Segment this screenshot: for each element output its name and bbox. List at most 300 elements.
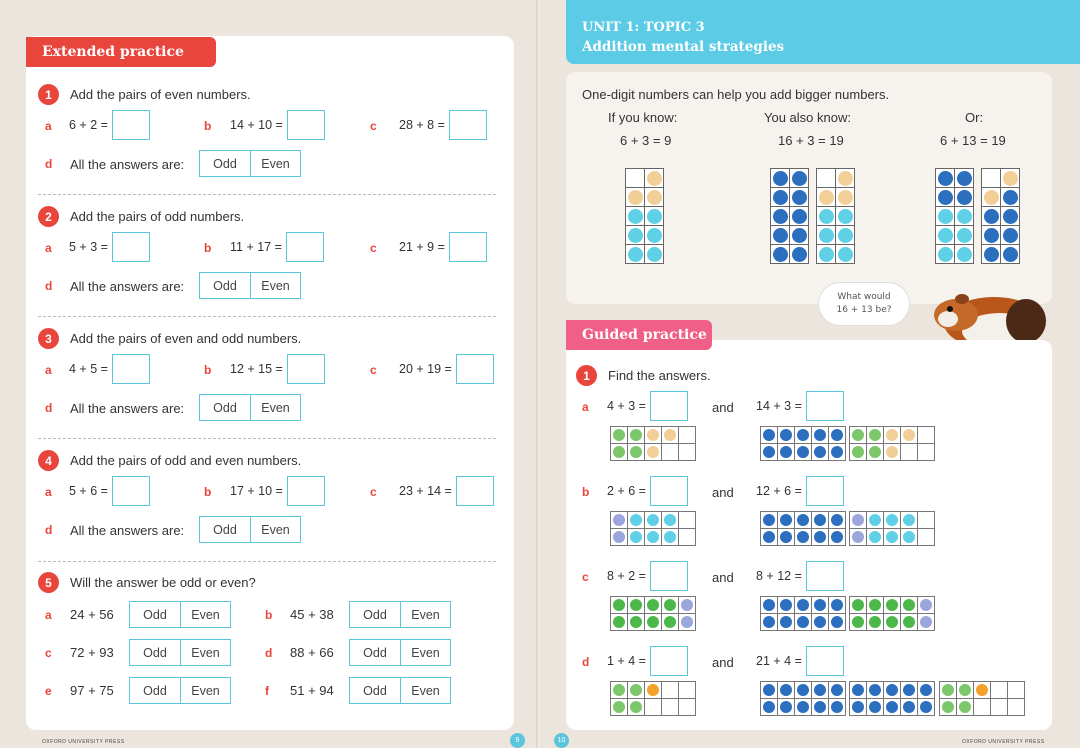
counter-cell (771, 226, 790, 245)
counter-icon (628, 209, 643, 224)
counter-cell (790, 207, 809, 226)
counter-icon (1003, 171, 1018, 186)
answer-box[interactable] (650, 391, 688, 421)
answer-box[interactable] (806, 561, 844, 591)
odd-even-choice (129, 639, 231, 666)
counter-cell (1008, 682, 1025, 699)
expression: 24 + 56 (70, 607, 114, 622)
banner-title: Guided practice (582, 327, 707, 343)
ten-frame-six-plus-three (625, 168, 664, 264)
counter-cell (829, 427, 846, 444)
ten-frame-six-plus-three (816, 168, 855, 264)
counter-cell (679, 682, 696, 699)
counter-icon (763, 429, 775, 441)
answer-box[interactable] (806, 646, 844, 676)
odd-even-choice (129, 677, 231, 704)
counter-icon (819, 190, 834, 205)
odd-even-choice (199, 394, 301, 421)
counter-icon (886, 599, 898, 611)
counter-cell (795, 682, 812, 699)
expression: 5 + 3 = (69, 240, 108, 254)
column-heading: Or: (965, 110, 984, 125)
answer-box[interactable] (112, 476, 150, 506)
counter-cell (761, 682, 778, 699)
q1b (230, 110, 325, 140)
expression: 14 + 10 = (230, 118, 283, 132)
q4c (399, 476, 494, 506)
equation: 6 + 13 = 19 (940, 133, 1006, 148)
counter-icon (886, 701, 898, 713)
counter-cell (901, 529, 918, 546)
counter-cell (918, 699, 935, 716)
odd-option[interactable]: Odd (213, 522, 237, 537)
counter-icon (814, 616, 826, 628)
odd-option[interactable]: Odd (143, 645, 167, 660)
even-option[interactable]: Even (400, 640, 450, 665)
part-label: d (45, 279, 53, 293)
counter-icon (852, 616, 864, 628)
speech-line: What would (837, 292, 891, 302)
counter-icon (780, 701, 792, 713)
counter-cell (611, 614, 628, 631)
counter-icon (920, 599, 932, 611)
answer-box[interactable] (650, 476, 688, 506)
counter-cell (918, 614, 935, 631)
counter-icon (647, 684, 659, 696)
counter-icon (852, 599, 864, 611)
counter-cell (662, 699, 679, 716)
counter-cell (790, 226, 809, 245)
counter-icon (647, 446, 659, 458)
guided-expression-left (607, 476, 688, 506)
odd-option[interactable]: Odd (213, 400, 237, 415)
odd-option[interactable]: Odd (213, 278, 237, 293)
and-label: and (712, 570, 734, 585)
counter-cell (991, 699, 1008, 716)
counter-icon (613, 616, 625, 628)
counter-cell (836, 226, 855, 245)
counter-cell (812, 444, 829, 461)
expression: 97 + 75 (70, 683, 114, 698)
counter-icon (630, 599, 642, 611)
part-label: b (265, 608, 273, 622)
answers-label: All the answers are: (70, 279, 185, 294)
counter-icon (819, 209, 834, 224)
counter-icon (773, 190, 788, 205)
expression: 5 + 6 = (69, 484, 108, 498)
even-option[interactable]: Even (250, 273, 300, 298)
counter-icon (814, 599, 826, 611)
answer-box[interactable] (112, 232, 150, 262)
counter-cell (645, 169, 664, 188)
part-label: a (582, 400, 589, 414)
ten-frame (760, 426, 846, 461)
counter-cell (645, 226, 664, 245)
expression: 4 + 5 = (69, 362, 108, 376)
counter-icon (984, 228, 999, 243)
banner-title: Extended practice (42, 44, 184, 60)
counter-cell (955, 169, 974, 188)
counter-icon (838, 228, 853, 243)
counter-icon (976, 684, 988, 696)
answers-label: All the answers are: (70, 157, 185, 172)
counter-cell (662, 427, 679, 444)
counter-cell (761, 699, 778, 716)
answer-box[interactable] (112, 354, 150, 384)
ten-frame (610, 681, 696, 716)
counter-cell (761, 614, 778, 631)
counter-cell (850, 614, 867, 631)
counter-cell (645, 427, 662, 444)
odd-option[interactable]: Odd (363, 607, 387, 622)
odd-option[interactable]: Odd (143, 683, 167, 698)
counter-icon (942, 701, 954, 713)
counter-cell (611, 512, 628, 529)
divider (38, 316, 496, 317)
even-option[interactable]: Even (250, 151, 300, 176)
counter-icon (831, 514, 843, 526)
counter-cell (771, 245, 790, 264)
counter-icon (903, 599, 915, 611)
counter-cell (611, 444, 628, 461)
part-label: f (265, 684, 269, 698)
ten-frame (610, 596, 696, 631)
counter-cell (628, 597, 645, 614)
counter-icon (763, 531, 775, 543)
counter-icon (797, 599, 809, 611)
divider (38, 561, 496, 562)
q3a (69, 354, 150, 384)
odd-option[interactable]: Odd (363, 645, 387, 660)
counter-icon (957, 247, 972, 262)
question-text: Add the pairs of even and odd numbers. (70, 331, 302, 346)
page-number: 9 (510, 733, 525, 748)
counter-cell (812, 427, 829, 444)
counter-icon (613, 446, 625, 458)
expression: 20 + 19 = (399, 362, 452, 376)
counter-icon (613, 701, 625, 713)
answer-box[interactable] (650, 646, 688, 676)
answer-box[interactable] (287, 110, 325, 140)
counter-cell (626, 188, 645, 207)
counter-cell (936, 169, 955, 188)
answer-box[interactable] (650, 561, 688, 591)
publisher-footer: OXFORD UNIVERSITY PRESS (42, 739, 125, 745)
question-text: Add the pairs of odd numbers. (70, 209, 245, 224)
answer-box[interactable] (112, 110, 150, 140)
counter-icon (831, 429, 843, 441)
counter-icon (831, 531, 843, 543)
counter-icon (763, 446, 775, 458)
counter-icon (773, 228, 788, 243)
counter-cell (867, 427, 884, 444)
question-number: 3 (38, 328, 59, 349)
odd-option[interactable]: Odd (363, 683, 387, 698)
guided-expression-right (756, 646, 844, 676)
counter-cell (867, 699, 884, 716)
and-label: and (712, 655, 734, 670)
even-option[interactable]: Even (250, 395, 300, 420)
ten-frame-ten (770, 168, 809, 264)
counter-cell (795, 597, 812, 614)
counter-cell (628, 614, 645, 631)
counter-cell (918, 682, 935, 699)
counter-cell (884, 597, 901, 614)
counter-cell (918, 444, 935, 461)
answers-label: All the answers are: (70, 401, 185, 416)
counter-cell (901, 614, 918, 631)
part-label: c (370, 119, 377, 133)
part-label: b (204, 241, 212, 255)
left-page (0, 0, 538, 748)
counter-cell (850, 512, 867, 529)
counter-cell (884, 614, 901, 631)
odd-option[interactable]: Odd (213, 156, 237, 171)
counter-cell (1001, 226, 1020, 245)
counter-cell (812, 597, 829, 614)
counter-icon (903, 701, 915, 713)
counter-icon (838, 209, 853, 224)
q1a (69, 110, 150, 140)
counter-cell (936, 207, 955, 226)
counter-cell (795, 529, 812, 546)
ten-frame (849, 426, 935, 461)
odd-option[interactable]: Odd (143, 607, 167, 622)
expression: 72 + 93 (70, 645, 114, 660)
question-3 (38, 328, 301, 349)
ten-frame (849, 511, 935, 546)
counter-cell (645, 245, 664, 264)
counter-cell (761, 597, 778, 614)
counter-icon (831, 599, 843, 611)
counter-cell (829, 614, 846, 631)
counter-icon (613, 429, 625, 441)
counter-cell (955, 207, 974, 226)
counter-cell (812, 614, 829, 631)
counter-cell (867, 529, 884, 546)
speech-line: 16 + 13 be? (836, 305, 892, 315)
question-number: 1 (576, 365, 597, 386)
counter-icon (831, 684, 843, 696)
counter-cell (850, 444, 867, 461)
question-text: Find the answers. (608, 368, 711, 383)
counter-cell (790, 169, 809, 188)
part-label: b (582, 485, 590, 499)
counter-cell (1001, 188, 1020, 207)
counter-icon (647, 171, 662, 186)
even-option[interactable]: Even (180, 602, 230, 627)
counter-icon (869, 599, 881, 611)
counter-icon (647, 190, 662, 205)
counter-cell (1001, 245, 1020, 264)
counter-icon (630, 429, 642, 441)
counter-icon (613, 531, 625, 543)
answer-box[interactable] (449, 232, 487, 262)
odd-even-choice (349, 677, 451, 704)
answer-box[interactable] (286, 232, 324, 262)
counter-cell (901, 682, 918, 699)
counter-icon (819, 247, 834, 262)
answer-box[interactable] (287, 476, 325, 506)
answer-box[interactable] (449, 110, 487, 140)
counter-icon (773, 247, 788, 262)
counter-icon (797, 531, 809, 543)
counter-cell (936, 226, 955, 245)
counter-icon (647, 514, 659, 526)
counter-icon (957, 171, 972, 186)
counter-icon (920, 701, 932, 713)
counter-cell (662, 529, 679, 546)
even-option[interactable]: Even (250, 517, 300, 542)
counter-cell (884, 682, 901, 699)
counter-icon (613, 599, 625, 611)
counter-cell (795, 444, 812, 461)
counter-cell (795, 614, 812, 631)
counter-cell (812, 529, 829, 546)
counter-icon (681, 616, 693, 628)
counter-icon (869, 429, 881, 441)
answer-box[interactable] (806, 391, 844, 421)
counter-icon (886, 514, 898, 526)
counter-icon (959, 684, 971, 696)
right-page (540, 0, 1080, 748)
part-label: c (370, 363, 377, 377)
counter-cell (940, 682, 957, 699)
counter-cell (817, 188, 836, 207)
counter-icon (780, 684, 792, 696)
counter-icon (869, 616, 881, 628)
counter-icon (814, 684, 826, 696)
and-label: and (712, 485, 734, 500)
part-label: d (45, 401, 53, 415)
counter-cell (829, 699, 846, 716)
counter-icon (957, 228, 972, 243)
counter-cell (778, 597, 795, 614)
equation: 16 + 3 = 19 (778, 133, 844, 148)
counter-icon (938, 209, 953, 224)
counter-cell (1001, 169, 1020, 188)
counter-cell (662, 682, 679, 699)
counter-icon (814, 446, 826, 458)
counter-cell (611, 699, 628, 716)
ten-frame-six-plus-three (935, 168, 974, 264)
counter-cell (778, 614, 795, 631)
speech-bubble (818, 282, 910, 326)
counter-icon (886, 616, 898, 628)
part-label: d (265, 646, 273, 660)
counter-cell (850, 682, 867, 699)
counter-cell (645, 529, 662, 546)
counter-cell (829, 444, 846, 461)
counter-cell (645, 207, 664, 226)
ten-frame-ten-plus-three (981, 168, 1020, 264)
even-option[interactable]: Even (400, 678, 450, 703)
counter-cell (817, 169, 836, 188)
counter-cell (850, 699, 867, 716)
counter-icon (664, 616, 676, 628)
counter-icon (792, 247, 807, 262)
counter-icon (797, 684, 809, 696)
counter-cell (679, 444, 696, 461)
counter-icon (938, 171, 953, 186)
expression: 28 + 8 = (399, 118, 445, 132)
counter-cell (982, 245, 1001, 264)
counter-cell (778, 512, 795, 529)
counter-icon (814, 701, 826, 713)
guided-expression-left (607, 391, 688, 421)
counter-icon (920, 616, 932, 628)
counter-icon (869, 514, 881, 526)
q4a (69, 476, 150, 506)
guided-expression-left (607, 646, 688, 676)
counter-cell (1001, 207, 1020, 226)
counter-cell (829, 529, 846, 546)
counter-cell (628, 512, 645, 529)
counter-cell (679, 529, 696, 546)
counter-cell (679, 614, 696, 631)
counter-icon (797, 429, 809, 441)
guided-expression-right (756, 561, 844, 591)
counter-icon (814, 531, 826, 543)
ten-frame (939, 681, 1025, 716)
counter-cell (957, 682, 974, 699)
answer-box[interactable] (806, 476, 844, 506)
counter-icon (681, 599, 693, 611)
counter-icon (886, 684, 898, 696)
counter-icon (628, 247, 643, 262)
counter-icon (852, 701, 864, 713)
counter-icon (797, 701, 809, 713)
counter-icon (763, 514, 775, 526)
counter-icon (647, 209, 662, 224)
counter-cell (778, 427, 795, 444)
counter-icon (942, 684, 954, 696)
part-label: c (582, 570, 589, 584)
guided-question-1 (576, 365, 711, 386)
answer-box[interactable] (287, 354, 325, 384)
counter-cell (867, 444, 884, 461)
counter-icon (647, 228, 662, 243)
answer-box[interactable] (456, 476, 494, 506)
counter-cell (626, 245, 645, 264)
counter-cell (918, 427, 935, 444)
question-text: Add the pairs of even numbers. (70, 87, 251, 102)
guided-practice-banner (566, 320, 712, 350)
question-number: 4 (38, 450, 59, 471)
counter-icon (831, 616, 843, 628)
even-option[interactable]: Even (400, 602, 450, 627)
counter-icon (886, 446, 898, 458)
question-4 (38, 450, 301, 471)
counter-icon (647, 531, 659, 543)
counter-icon (763, 684, 775, 696)
expression: 6 + 2 = (69, 118, 108, 132)
answer-box[interactable] (456, 354, 494, 384)
expression: 4 + 3 = (607, 399, 646, 413)
even-option[interactable]: Even (180, 678, 230, 703)
counter-cell (936, 245, 955, 264)
expression: 21 + 4 = (756, 654, 802, 668)
counter-icon (647, 616, 659, 628)
counter-icon (647, 429, 659, 441)
counter-icon (792, 209, 807, 224)
even-option[interactable]: Even (180, 640, 230, 665)
counter-icon (984, 190, 999, 205)
counter-icon (773, 171, 788, 186)
counter-icon (647, 599, 659, 611)
counter-icon (938, 228, 953, 243)
counter-cell (901, 597, 918, 614)
